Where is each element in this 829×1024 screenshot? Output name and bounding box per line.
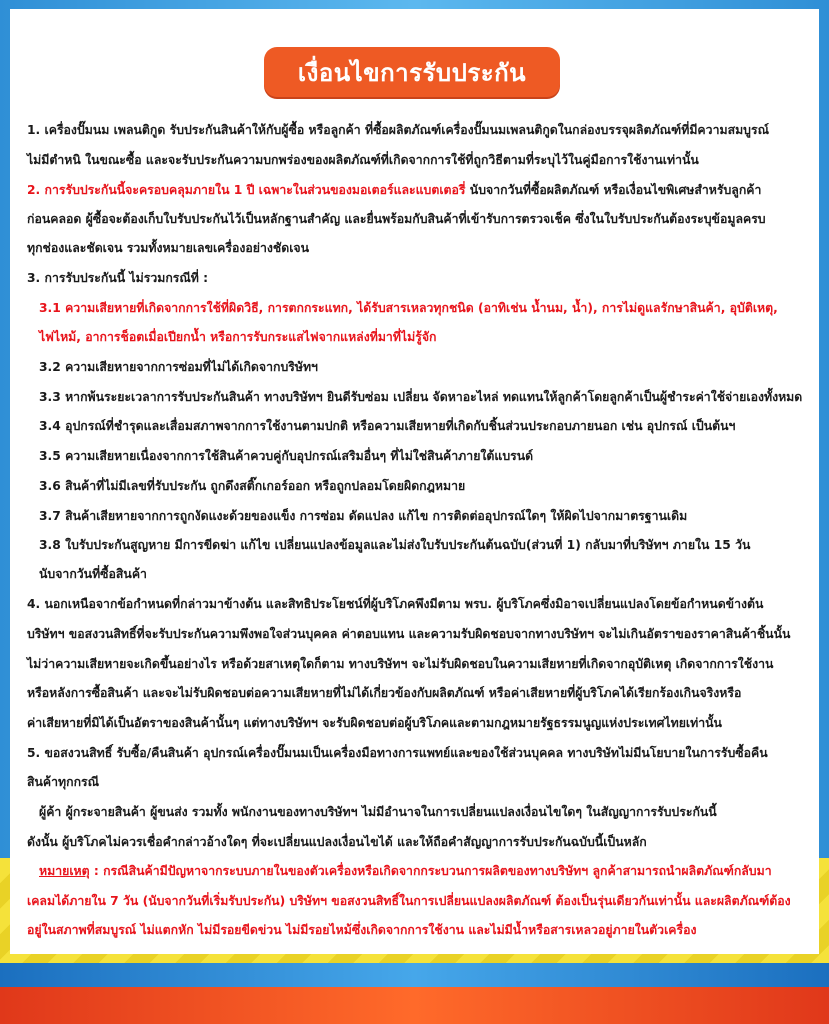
blue-stripe-band xyxy=(0,963,829,987)
disclaimer-line-1: ผู้ค้า ผู้กระจายสินค้า ผู้ขนส่ง รวมทั้ง พนักงานของทางบริษัทฯ ไม่มีอำนาจในการเปลี่ยนแปลงเงื่อนไขใดๆ ในสัญญาการรับประกันนี้ xyxy=(39,805,717,819)
clause-3-heading: 3. การรับประกันนี้ ไม่รวมกรณีที่ : xyxy=(27,271,209,285)
title-banner xyxy=(264,47,560,97)
clause-2-rest: นับจากวันที่ซื้อผลิตภัณฑ์ หรือเงื่อนไขพิเศษสำหรับลูกค้า xyxy=(465,183,762,197)
note-line-3: อยู่ในสภาพที่สมบูรณ์ ไม่แตกหัก ไม่มีรอยขีดข่วน ไม่มีรอยไหม้ซึ่งเกิดจากการใช้งาน และไม่มีน้ำหรือสารเหลวอยู่ภายในตัวเครื่อง xyxy=(27,923,697,937)
clause-4-line-1: 4. นอกเหนือจากข้อกำหนดที่กล่าวมาข้างต้น และสิทธิประโยชน์ที่ผู้บริโภคพึงมีตาม พรบ. ผู้บริโภคซึ่งมิอาจเปลี่ยนแปลงโดยข้อกำหนดข้างต้น xyxy=(27,597,764,611)
clause-2-line-2: ก่อนคลอด ผู้ซื้อจะต้องเก็บใบรับประกันไว้เป็นหลักฐานสำคัญ และยื่นพร้อมกับสินค้าที่เข้ารับการตรวจเช็ค ซึ่งในใบรับประกันต้องระบุข้อมูลครบ xyxy=(27,212,766,226)
clause-3-8-line-1: 3.8 ใบรับประกันสูญหาย มีการขีดฆ่า แก้ไข เปลี่ยนแปลงข้อมูลและไม่ส่งใบรับประกันต้นฉบับ(ส่วนที่ 1) กลับมาที่บริษัทฯ ภายใน 15 วัน xyxy=(39,538,751,552)
clause-3-1-line-2: ไฟไหม้, อาการช็อตเมื่อเปียกน้ำ หรือการรับกระแสไฟจากแหล่งที่มาที่ไม่รู้จัก xyxy=(39,330,437,344)
clause-3-6: 3.6 สินค้าที่ไม่มีเลขที่รับประกัน ถูกดึงสติ๊กเกอร์ออก หรือถูกปลอมโดยผิดกฎหมาย xyxy=(39,479,466,493)
clause-5-line-1: 5. ขอสงวนสิทธิ์ รับซื้อ/คืนสินค้า อุปกรณ์เครื่องปั๊มนมเป็นเครื่องมือทางการแพทย์และของใช้ส่วนบุคคล ทางบริษัทไม่มีนโยบายในการรับซื้อคืน xyxy=(27,746,768,760)
clause-3-4: 3.4 อุปกรณ์ที่ชำรุดและเสื่อมสภาพจากการใช้งานตามปกติ หรือความเสียหายที่เกิดกับชิ้นส่วนประกอบภายนอก เช่น อุปกรณ์ เป็นต้นฯ xyxy=(39,419,736,433)
clause-4-line-2: บริษัทฯ ขอสงวนสิทธิ์ที่จะรับประกันความพึงพอใจส่วนบุคคล ค่าตอบแทน และความรับผิดชอบจากทางบริษัทฯ จะไม่เกินอัตราของราคาสินค้าชิ้นนั้น xyxy=(27,627,791,641)
note-label: หมายเหตุ xyxy=(39,864,90,878)
clause-4-line-4: หรือหลังการซื้อสินค้า และจะไม่รับผิดชอบต่อความเสียหายที่ไม่ได้เกี่ยวข้องกับผลิตภัณฑ์ หรือค่าเสียหายที่ผู้บริโภคได้เรียกร้องเกินจริงหรือ xyxy=(27,686,742,700)
note-rest: : กรณีสินค้ามีปัญหาจากระบบภายในของตัวเครื่องหรือเกิดจากกระบวนการผลิตของทางบริษัทฯ ลูกค้าสามารถนำผลิตภัณฑ์กลับมา xyxy=(89,864,772,878)
clause-2-line-1 xyxy=(27,182,761,198)
clause-3-8-line-2: นับจากวันที่ซื้อสินค้า xyxy=(39,567,147,581)
clause-3-7: 3.7 สินค้าเสียหายจากการถูกงัดแงะด้วยของแข็ง การซ่อม ดัดแปลง แก้ไข การติดต่ออุปกรณ์ใดๆ ให้ผิดไปจากมาตรฐานเดิม xyxy=(39,509,688,523)
clause-4-line-5: ค่าเสียหายที่มิได้เป็นอัตราของสินค้านั้นๆ แต่ทางบริษัทฯ จะรับผิดชอบต่อผู้บริโภคและตามกฎหมายรัฐธรรมนูญแห่งประเทศไทยเท่านั้น xyxy=(27,716,722,730)
note-line-1 xyxy=(39,863,772,879)
orange-footer-band xyxy=(0,987,829,1024)
clause-1-line-1: 1. เครื่องปั๊มนม เพลนติกูด รับประกันสินค้าให้กับผู้ซื้อ หรือลูกค้า ที่ซื้อผลิตภัณฑ์เครื่องปั๊มนมเพลนติกูดในกล่องบรรจุผลิตภัณฑ์ที่มีความสมบูรณ์ xyxy=(27,123,770,137)
clause-3-1-line-1: 3.1 ความเสียหายที่เกิดจากการใช้ที่ผิดวิธี, การตกกระแทก, ได้รับสารเหลวทุกชนิด (อาทิเช่น น้ำนม, น้ำ), การไม่ดูแลรักษาสินค้า, อุบัติเหตุ, xyxy=(39,301,778,315)
clause-3-2: 3.2 ความเสียหายจากการซ่อมที่ไม่ได้เกิดจากบริษัทฯ xyxy=(39,360,318,374)
disclaimer-line-2: ดังนั้น ผู้บริโภคไม่ควรเชื่อคำกล่าวอ้างใดๆ ที่จะเปลี่ยนแปลงเงื่อนไขได้ และให้ถือคำสัญญาการรับประกันฉบับนี้เป็นหลัก xyxy=(27,835,647,849)
clause-4-line-3: ไม่ว่าความเสียหายจะเกิดขึ้นอย่างไร หรือด้วยสาเหตุใดก็ตาม ทางบริษัทฯ จะไม่รับผิดชอบในความเสียหายที่เกิดจากอุบัติเหตุ เกิดจากการใช้งาน xyxy=(27,657,774,671)
clause-3-3: 3.3 หากพ้นระยะเวลาการรับประกันสินค้า ทางบริษัทฯ ยินดีรับซ่อม เปลี่ยน จัดหาอะไหล่ ทดแทนให้ลูกค้าโดยลูกค้าเป็นผู้ชำระค่าใช้จ่ายเองทั้งหมด xyxy=(39,390,803,404)
clause-5-line-2: สินค้าทุกกรณี xyxy=(27,775,100,789)
clause-2-line-3: ทุกช่องและชัดเจน รวมทั้งหมายเลขเครื่องอย่างชัดเจน xyxy=(27,241,310,255)
clause-2-highlight: 2. การรับประกันนี้จะครอบคลุมภายใน 1 ปี เฉพาะในส่วนของมอเตอร์และแบตเตอรี่ xyxy=(27,183,466,197)
clause-1-line-2: ไม่มีตำหนิ ในขณะซื้อ และจะรับประกันความบกพร่องของผลิตภัณฑ์ที่เกิดจากการใช้ที่ถูกวิธีตามที่ระบุไว้ในคู่มือการใช้งานเท่านั้น xyxy=(27,153,699,167)
clause-3-5: 3.5 ความเสียหายเนื่องจากการใช้สินค้าควบคู่กับอุปกรณ์เสริมอื่นๆ ที่ไม่ใช่สินค้าภายใต้แบรนด์ xyxy=(39,449,534,463)
note-line-2: เคลมได้ภายใน 7 วัน (นับจากวันที่เริ่มรับประกัน) บริษัทฯ ขอสงวนสิทธิ์ในการเปลี่ยนแปลงผลิตภัณฑ์ ต้องเป็นรุ่นเดียวกันเท่านั้น และผลิตภัณฑ์ต้อง xyxy=(27,894,791,908)
page-title: เงื่อนไขการรับประกัน xyxy=(297,58,527,87)
